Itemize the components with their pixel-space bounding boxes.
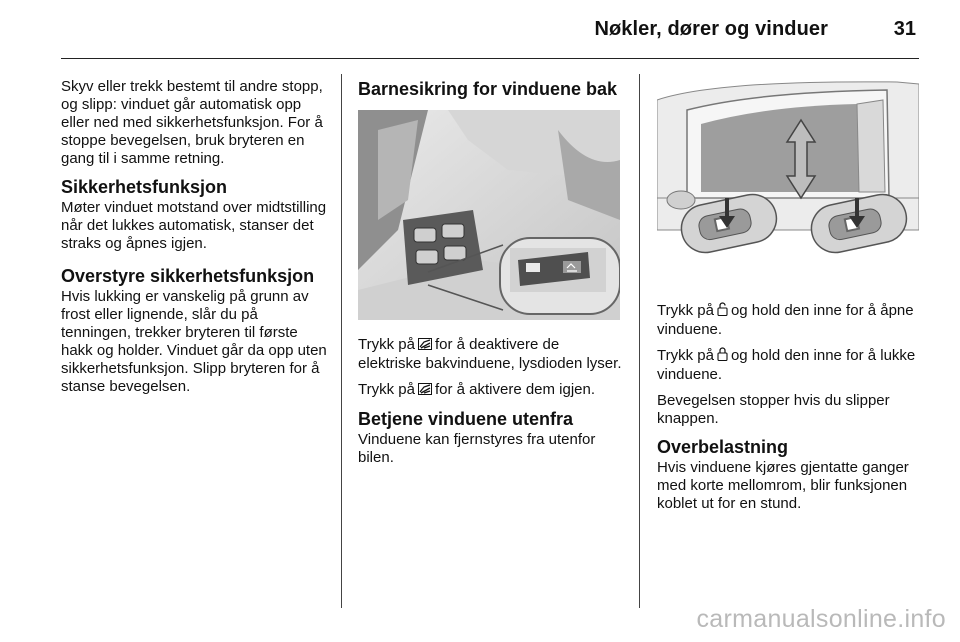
page-number: 31	[893, 18, 916, 40]
column-2	[358, 78, 626, 479]
deactivate-paragraph: Trykk på for å deaktivere de elektriske bakvinduene, lysdioden lyser.	[358, 336, 622, 372]
child-lock-heading: Barnesikring for vinduene bak	[358, 79, 618, 99]
column-divider	[639, 74, 640, 608]
remote-heading: Betjene vinduene utenfra	[358, 409, 574, 429]
door-switch-illustration	[358, 110, 620, 320]
activate-paragraph: Trykk på for å aktivere dem igjen.	[358, 381, 596, 398]
column-divider	[341, 74, 342, 608]
column-3	[657, 80, 925, 525]
override-paragraph: Hvis lukking er vanskelig på grunn av frost eller lignende, slår du på tenningen, trekker bryteren til første hakk og holder. Vinduet går da opp uten sikkerhetsfunksjon. Slipp bryteren for å stanse bevegelsen.	[61, 288, 327, 395]
column-1	[61, 78, 331, 408]
open-windows-paragraph: Trykk på og hold den inne for å åpne vinduene.	[657, 302, 914, 338]
close-windows-paragraph: Trykk på og hold den inne for å lukke vinduene.	[657, 347, 916, 383]
safety-heading: Sikkerhetsfunksjon	[61, 177, 228, 197]
safety-paragraph: Møter vinduet motstand over midtstilling når det lukkes automatisk, stanser det straks og åpnes igjen.	[61, 199, 327, 252]
header-rule	[61, 58, 919, 59]
watermark: carmanualsonline.info	[696, 605, 946, 633]
child-lock-window-icon	[418, 337, 432, 355]
unlock-padlock-icon	[717, 302, 728, 321]
intro-paragraph: Skyv eller trekk bestemt til andre stopp, og slipp: vinduet går automatisk opp eller ned med sikkerhetsfunksjon. For å stoppe bevegelsen, bruk bryteren en gang til i samme retning.	[61, 78, 323, 167]
overload-heading: Overbelastning	[657, 437, 789, 457]
lock-padlock-icon	[717, 347, 728, 366]
overload-paragraph: Hvis vinduene kjøres gjentatte ganger med korte mellomrom, blir funksjonen koblet ut for en stund.	[657, 459, 909, 512]
stop-paragraph: Bevegelsen stopper hvis du slipper knappen.	[657, 392, 890, 427]
child-lock-window-icon	[418, 382, 432, 400]
remote-paragraph: Vinduene kan fjernstyres fra utenfor bilen.	[358, 431, 596, 466]
page-title: Nøkler, dører og vinduer	[594, 18, 828, 40]
override-heading: Overstyre sikkerhetsfunksjon	[61, 266, 315, 286]
remote-key-window-illustration	[657, 80, 919, 286]
